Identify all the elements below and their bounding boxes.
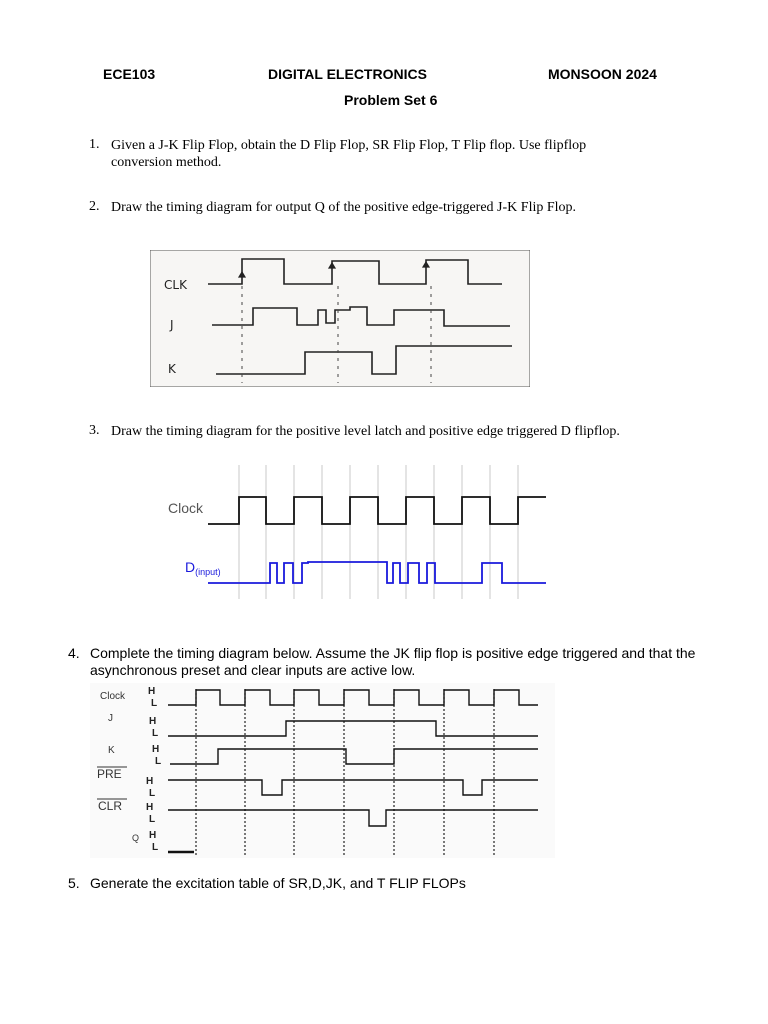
question-3 [89,423,649,440]
page-title: Problem Set 6 [344,92,438,108]
j-label: J [108,713,113,724]
clr-label: CLR [98,799,123,813]
clock-waveform [208,497,546,524]
question-2-number: 2. [89,199,100,214]
clr-low-label: L [149,814,156,825]
clock-label: Clock [168,500,204,516]
q-high-label: H [149,830,157,841]
question-5 [68,875,708,892]
question-5-text: Generate the excitation table of SR,D,JK, and T FLIP FLOPs [90,875,466,891]
j-low-label: L [152,728,159,739]
term: MONSOON 2024 [548,66,657,82]
question-5-number: 5. [68,875,80,891]
course-code: ECE103 [103,66,156,82]
j-high-label: H [149,716,157,727]
figure-background [90,683,555,858]
j-label: J [170,318,174,332]
d-latch-timing-diagram [160,463,560,603]
grid-lines [239,465,518,599]
question-3-number: 3. [89,423,100,438]
clock-low-label: L [151,698,158,709]
clr-high-label: H [146,802,154,813]
d-input-waveform [208,562,546,583]
d-input-label: $D_{(input)}$ [185,559,221,577]
question-4 [68,645,708,679]
question-2-text: Draw the timing diagram for output Q of the positive edge-triggered J-K Flip Flop. [111,200,577,215]
question-4-text: Complete the timing diagram below. Assume the JK flip flop is positive edge triggered and that the asynchronous preset and clear inputs are active low. [90,645,696,678]
question-1-text: Given a J-K Flip Flop, obtain the D Flip Flop, SR Flip Flop, T Flip flop. Use flipflop conversion method. [111,138,587,170]
clock-high-label: H [148,686,156,697]
question-2 [89,199,649,216]
q-label: Q [132,833,140,843]
pre-low-label: L [149,788,156,799]
clk-label: CLK [164,278,187,292]
k-label: K [108,745,115,756]
question-1 [89,137,649,171]
k-label: K [168,362,176,376]
jk-timing-diagram [150,250,530,387]
question-1-number: 1. [89,137,100,152]
jk-preset-clear-timing-diagram [90,683,555,858]
pre-high-label: H [146,776,154,787]
k-high-label: H [152,744,160,755]
pre-label: PRE [97,767,122,781]
q-low-label: L [152,842,159,853]
clock-label: Clock [100,691,126,702]
subject-title: DIGITAL ELECTRONICS [268,66,427,82]
question-3-text: Draw the timing diagram for the positive level latch and positive edge triggered D flipflop. [111,424,620,439]
k-low-label: L [155,756,162,767]
figure-frame [150,250,530,387]
question-4-number: 4. [68,645,80,661]
